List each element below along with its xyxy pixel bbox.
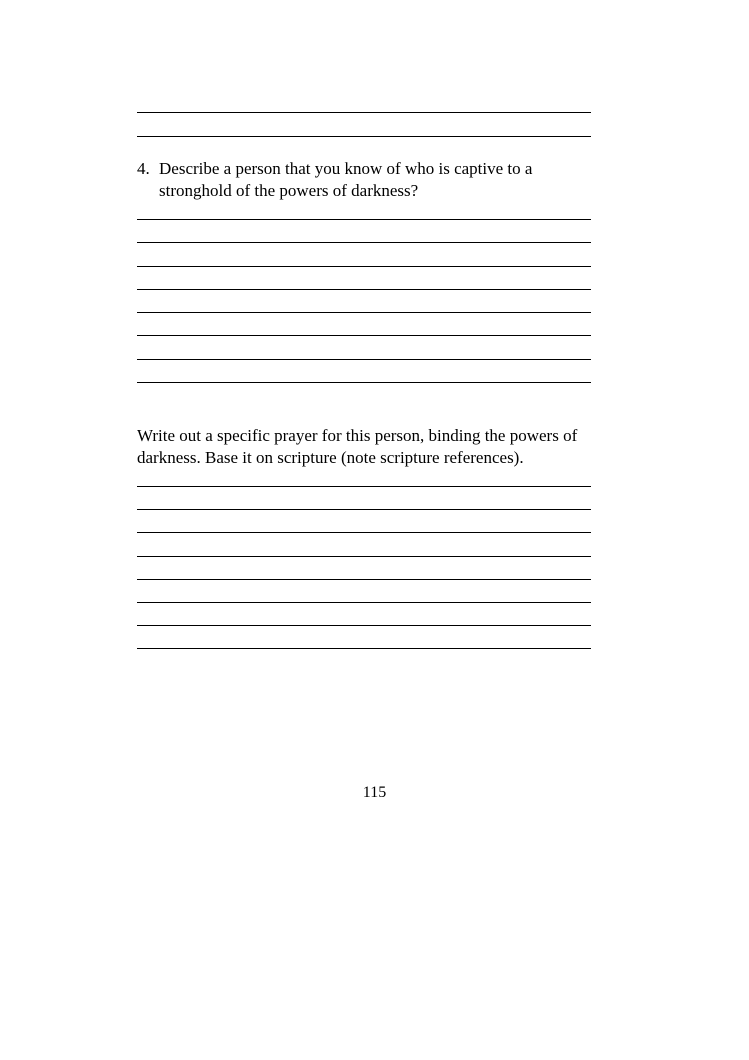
answer-line[interactable] <box>137 289 591 290</box>
answer-line[interactable] <box>137 648 591 649</box>
answer-line[interactable] <box>137 359 591 360</box>
answer-line[interactable] <box>137 602 591 603</box>
answer-line[interactable] <box>137 532 591 533</box>
instruction-line-2: darkness. Base it on scripture (note scripture references). <box>137 448 524 467</box>
answer-line[interactable] <box>137 556 591 557</box>
answer-line[interactable] <box>137 219 591 220</box>
answer-line[interactable] <box>137 486 591 487</box>
page-number: 115 <box>362 784 387 801</box>
question-text-line-1: Describe a person that you know of who is captive to a <box>159 159 533 178</box>
answer-line[interactable] <box>137 112 591 113</box>
answer-line[interactable] <box>137 335 591 336</box>
answer-line[interactable] <box>137 625 591 626</box>
instruction-line-1: Write out a specific prayer for this person, binding the powers of <box>137 426 578 445</box>
question-number: 4. <box>137 159 150 178</box>
answer-line[interactable] <box>137 509 591 510</box>
answer-line[interactable] <box>137 136 591 137</box>
answer-line[interactable] <box>137 266 591 267</box>
answer-line[interactable] <box>137 579 591 580</box>
answer-line[interactable] <box>137 382 591 383</box>
question-text-line-2: stronghold of the powers of darkness? <box>159 181 419 200</box>
question-4 <box>137 158 597 202</box>
answer-line[interactable] <box>137 242 591 243</box>
answer-line[interactable] <box>137 312 591 313</box>
prayer-instruction <box>137 425 607 469</box>
